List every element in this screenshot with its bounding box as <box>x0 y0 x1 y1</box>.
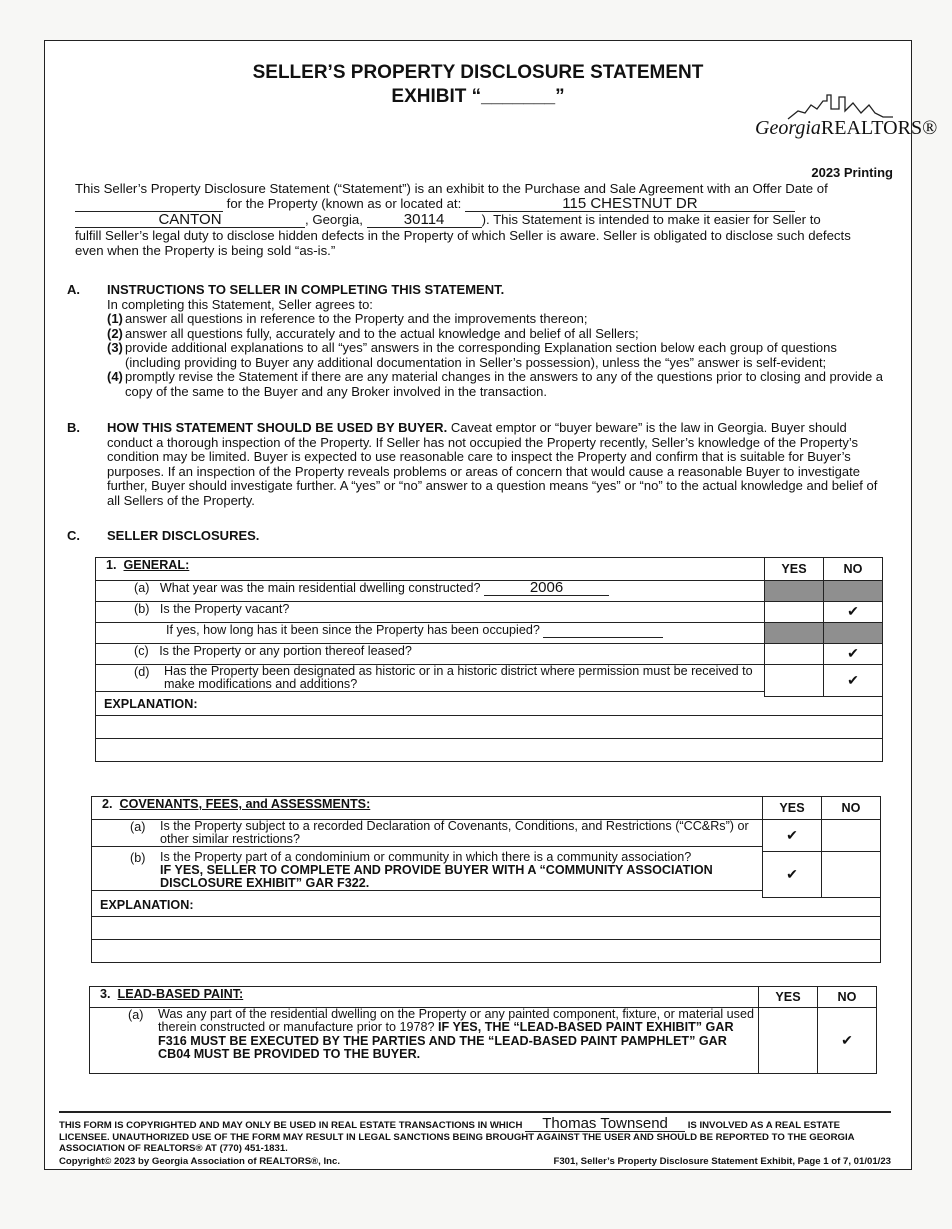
yes-checkbox[interactable] <box>765 601 824 622</box>
yes-checkbox[interactable] <box>765 643 824 664</box>
item-number: (4) <box>107 369 123 384</box>
question-text: What year was the main residential dwelling constructed? <box>159 580 481 595</box>
explanation-line[interactable] <box>96 739 882 761</box>
explanation-label: EXPLANATION: <box>96 697 882 716</box>
question-row <box>96 622 882 643</box>
intro-line-4: fulfill Seller’s legal duty to disclose hidden defects in the Property of which Seller is aware. Seller is obligated to disclose such defects <box>75 228 851 243</box>
item-text: answer all questions fully, accurately and to the actual knowledge and belief of all Sellers; <box>125 325 639 341</box>
section-b-heading: HOW THIS STATEMENT SHOULD BE USED BY BUYER. <box>107 420 448 435</box>
yes-cell <box>765 622 824 643</box>
question-label: (b) <box>130 851 146 865</box>
yes-checkbox[interactable]: ✔ <box>763 819 822 851</box>
question-label: (a) <box>134 580 150 595</box>
question-row <box>96 601 882 622</box>
no-checkbox[interactable]: ✔ <box>818 1007 877 1073</box>
item-text: promptly revise the Statement if there are any material changes in the answers to any of the questions prior to closing and provide a copy of the same to the Buyer and any Broker involved in the transaction. <box>125 369 884 399</box>
question-cell <box>96 622 765 643</box>
question-cell <box>90 1008 758 1062</box>
form-id-text: F301, Seller’s Property Disclosure Statement Exhibit, Page 1 of 7, 01/01/23 <box>553 1156 891 1167</box>
question-label: (b) <box>134 601 150 616</box>
section-c-heading: SELLER DISCLOSURES. <box>107 528 260 543</box>
yes-checkbox[interactable] <box>765 664 824 696</box>
explanation-line[interactable] <box>92 917 880 940</box>
copyright-text: Copyright© 2023 by Georgia Association of REALTORS®, Inc. <box>59 1156 341 1167</box>
no-checkbox[interactable] <box>822 819 881 851</box>
logo-text <box>755 117 937 140</box>
no-cell <box>824 580 883 601</box>
title-line-1: SELLER’S PROPERTY DISCLOSURE STATEMENT <box>252 62 704 83</box>
group-number: 2. <box>102 797 113 811</box>
item-number: (2) <box>107 325 123 341</box>
vacancy-duration-field[interactable] <box>543 623 663 638</box>
logo-text-realtors: REALTORS® <box>820 117 938 139</box>
offer-date-field[interactable] <box>75 197 223 212</box>
title-line-2: EXHIBIT “_______” <box>391 86 565 107</box>
item-number: (3) <box>107 340 123 355</box>
covenants-table <box>92 797 880 898</box>
question-row <box>92 851 880 897</box>
no-header: NO <box>818 987 877 1007</box>
licensee-name-field[interactable]: Thomas Townsend <box>525 1117 685 1132</box>
intro-line-2: for the Property (known as or located at: <box>226 196 462 211</box>
intro-paragraph <box>75 181 895 258</box>
no-checkbox[interactable]: ✔ <box>824 601 883 622</box>
instruction-item <box>107 370 887 399</box>
logo-text-italic: Georgia <box>755 117 821 139</box>
no-checkbox[interactable]: ✔ <box>824 664 883 696</box>
section-a <box>67 282 887 399</box>
section-a-label: A. <box>67 282 80 297</box>
question-text: Is the Property part of a condominium or community in which there is a community association? <box>160 850 692 864</box>
yes-checkbox[interactable]: ✔ <box>763 851 822 897</box>
question-label: (a) <box>128 1007 144 1022</box>
group-title <box>96 558 765 580</box>
group-title-text: LEAD-BASED PAINT: <box>117 987 244 1001</box>
no-cell <box>824 622 883 643</box>
footer-bottom <box>59 1156 891 1167</box>
yes-header: YES <box>759 987 818 1007</box>
footer-text-2: IS INVOLVED AS A REAL ESTATE LICENSEE. UNAUTHORIZED USE OF THE FORM MAY RESULT IN LEGAL SANCTIONS BEING BROUGHT AGAINST THE USER AND SHOULD BE REPORTED TO THE GEORGIA ASSOCIATION OF REALTORS® AT (770) 451-1831. <box>59 1120 855 1154</box>
group-title <box>92 797 763 819</box>
general-group <box>95 557 883 762</box>
group-number: 1. <box>106 558 117 572</box>
question-label: (d) <box>134 664 150 679</box>
section-c-label: C. <box>67 528 80 543</box>
question-text: Is the Property subject to a recorded Declaration of Covenants, Conditions, and Restrictions (“CC&Rs”) or other similar restrictions? <box>160 818 749 846</box>
question-bold-note: IF YES, SELLER TO COMPLETE AND PROVIDE BUYER WITH A “COMMUNITY ASSOCIATION DISCLOSURE EXHIBIT” GAR F322. <box>160 863 713 890</box>
intro-line-3: ). This Statement is intended to make it easier for Seller to <box>481 212 821 227</box>
yes-checkbox[interactable] <box>759 1007 818 1073</box>
question-text: Has the Property been designated as historic or in a historic district where permission must be received to make modifications and additions? <box>164 663 753 691</box>
year-built-field[interactable]: 2006 <box>484 581 609 596</box>
question-row <box>96 664 882 696</box>
explanation-line[interactable] <box>96 716 882 739</box>
group-title-text: GENERAL: <box>123 558 190 572</box>
intro-georgia: , Georgia, <box>305 212 363 227</box>
no-checkbox[interactable] <box>822 851 881 897</box>
footer-notice <box>59 1111 891 1154</box>
printing-year: 2023 Printing <box>811 165 893 180</box>
question-text: Is the Property vacant? <box>159 601 290 616</box>
footer <box>59 1111 891 1167</box>
question-cell <box>96 601 765 622</box>
general-table <box>96 558 882 697</box>
georgia-realtors-logo <box>753 91 938 141</box>
lead-paint-table <box>90 987 876 1073</box>
question-row <box>90 1007 876 1073</box>
group-number: 3. <box>100 987 111 1001</box>
question-cell <box>92 851 762 891</box>
address-field[interactable]: 115 CHESTNUT DR <box>465 197 795 212</box>
question-label: (a) <box>130 819 146 834</box>
section-a-heading: INSTRUCTIONS TO SELLER IN COMPLETING THIS STATEMENT. <box>107 282 505 297</box>
item-number: (1) <box>107 311 123 326</box>
section-a-lead: In completing this Statement, Seller agrees to: <box>107 296 373 312</box>
intro-line-5: even when the Property is being sold “as-is.” <box>75 243 336 258</box>
zip-field[interactable]: 30114 <box>367 213 482 228</box>
question-cell <box>96 580 765 601</box>
instruction-item <box>107 312 887 327</box>
yes-cell <box>765 580 824 601</box>
intro-line-1: This Seller’s Property Disclosure Statement (“Statement”) is an exhibit to the Purchase and Sale Agreement with an Offer Date of <box>75 181 828 196</box>
question-cell <box>96 643 765 664</box>
question-row <box>96 580 882 601</box>
document-page <box>44 40 938 1170</box>
question-label: (c) <box>134 643 149 658</box>
section-c <box>67 528 260 544</box>
footer-text-1: THIS FORM IS COPYRIGHTED AND MAY ONLY BE USED IN REAL ESTATE TRANSACTIONS IN WHICH <box>59 1120 523 1131</box>
question-text: If yes, how long has it been since the Property has been occupied? <box>166 622 540 637</box>
question-bold-note: IF YES, THE “LEAD-BASED PAINT EXHIBIT” GAR F316 MUST BE EXECUTED BY THE PARTIES AND THE “LEAD-BASED PAINT PAMPHLET” GAR CB04 MUST BE PROVIDED TO THE BUYER. <box>158 1020 734 1061</box>
yes-header: YES <box>763 797 822 819</box>
question-row <box>96 643 882 664</box>
question-text: Was any part of the residential dwelling on the Property or any painted component, fixture, or material used therein constructed or manufacture prior to 1978? <box>158 1006 754 1034</box>
item-text: provide additional explanations to all “yes” answers in the corresponding Explanation section below each group of questions (including providing to Buyer any additional documentation in Seller’s possession), unless the “yes” answer is self-evident; <box>125 340 837 370</box>
city-field[interactable]: CANTON <box>75 213 305 228</box>
no-checkbox[interactable]: ✔ <box>824 643 883 664</box>
explanation-line[interactable] <box>92 940 880 962</box>
question-text: Is the Property or any portion thereof leased? <box>159 643 412 658</box>
no-header: NO <box>822 797 881 819</box>
lead-paint-group <box>89 986 877 1074</box>
yes-header: YES <box>765 558 824 580</box>
instruction-item <box>107 341 887 370</box>
group-title-text: COVENANTS, FEES, and ASSESSMENTS: <box>119 797 371 811</box>
explanation-label: EXPLANATION: <box>92 898 880 917</box>
group-title <box>90 987 759 1007</box>
question-cell <box>92 820 762 847</box>
no-header: NO <box>824 558 883 580</box>
section-b-text: Caveat emptor or “buyer beware” is the law in Georgia. Buyer should conduct a thorough inspection of the Property. If Seller has not occupied the Property recently, Seller’s knowledge of the Property’s condition may be limited. Buyer is expected to use reasonable care to inspect the Property and confirm that is suitable for Buyer’s purposes. If an inspection of the Property reveals problems or areas of concern that would cause a reasonable Buyer to investigate further, Buyer should investigate further. A “yes” or “no” answer to a question means “yes” or “no” to the actual knowledge and belief of all Sellers of the Property. <box>107 420 878 508</box>
section-b-label: B. <box>67 420 80 435</box>
item-text: answer all questions in reference to the Property and the improvements thereon; <box>125 311 588 326</box>
section-b <box>67 420 887 508</box>
question-row <box>92 819 880 851</box>
covenants-group <box>91 796 881 963</box>
question-cell <box>96 665 764 692</box>
instruction-item <box>107 327 887 342</box>
